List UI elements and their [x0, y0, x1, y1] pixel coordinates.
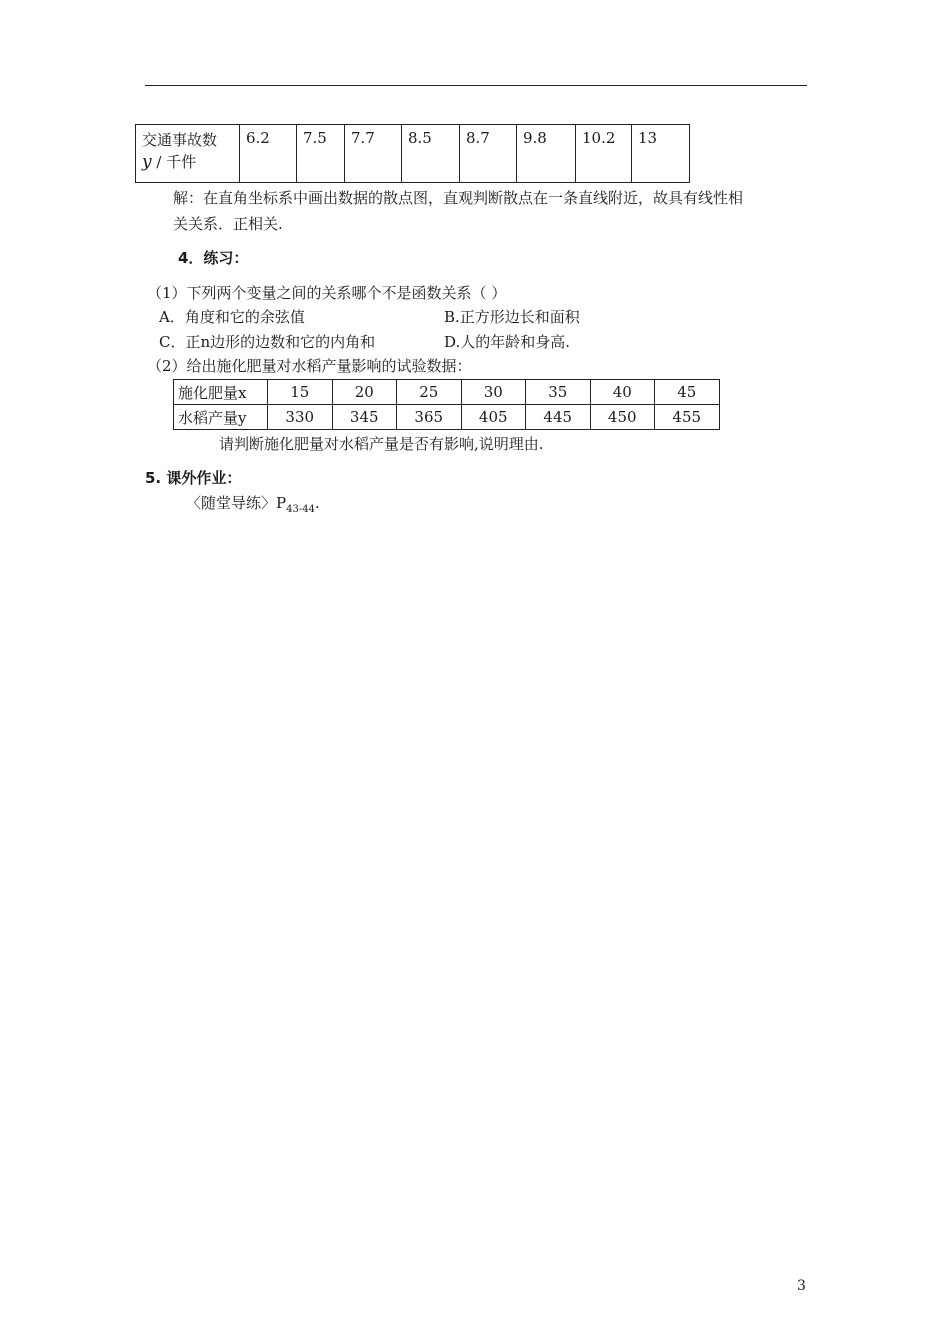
homework-text	[186, 492, 320, 521]
section-4-title: 4．练习：	[178, 249, 249, 267]
table-row	[174, 405, 720, 430]
data-cell: 20	[332, 380, 397, 405]
data-cell: 40	[590, 380, 655, 405]
header-rule	[145, 85, 807, 86]
homework-main: 〈随堂导练〉P	[186, 494, 287, 512]
data-cell: 45	[655, 380, 720, 405]
data-cell: 7.7	[345, 125, 402, 183]
fertilizer-data-table	[173, 379, 720, 430]
question-2-stem: （2）给出施化肥量对水稻产量影响的试验数据：	[147, 357, 472, 375]
data-cell: 13	[632, 125, 690, 183]
data-cell: 8.7	[460, 125, 517, 183]
question-1-stem: （1）下列两个变量之间的关系哪个不是函数关系（ ）	[147, 284, 507, 302]
data-cell: 6.2	[240, 125, 297, 183]
data-cell: 445	[526, 405, 591, 430]
option-c: C．正n边形的边数和它的内角和	[159, 333, 376, 351]
homework-end: .	[314, 494, 320, 512]
data-cell: 9.8	[517, 125, 576, 183]
solution-line-2: 关关系．正相关.	[173, 215, 283, 233]
option-d-text: D.人的年龄和身高	[444, 333, 566, 351]
data-cell: 15	[268, 380, 333, 405]
data-cell: 405	[461, 405, 526, 430]
row-label: 水稻产量y	[174, 405, 268, 430]
data-cell: 7.5	[297, 125, 345, 183]
option-b: B.正方形边长和面积	[444, 308, 580, 326]
option-a: A．角度和它的余弦值	[159, 308, 305, 326]
data-cell: 450	[590, 405, 655, 430]
option-d	[444, 331, 570, 353]
page-number: 3	[797, 1278, 806, 1294]
table-row	[136, 125, 690, 183]
question-2-prompt: 请判断施化肥量对水稻产量是否有影响,说明理由.	[219, 435, 544, 453]
data-cell: 330	[268, 405, 333, 430]
row-label-text: 交通事故数	[142, 131, 218, 149]
data-cell: 10.2	[576, 125, 632, 183]
data-cell: 30	[461, 380, 526, 405]
table-row	[174, 380, 720, 405]
data-cell: 35	[526, 380, 591, 405]
mark-dot: .	[565, 333, 571, 351]
homework-pages: 43-44	[286, 504, 315, 515]
data-cell: 365	[397, 405, 462, 430]
accident-data-table	[135, 124, 690, 183]
solution-line-1: 解：在直角坐标系中画出数据的散点图，直观判断散点在一条直线附近，故具有线性相	[173, 189, 744, 207]
data-cell: 455	[655, 405, 720, 430]
unit-label: / 千件	[151, 153, 197, 171]
row-label: 施化肥量x	[174, 380, 268, 405]
data-cell: 345	[332, 405, 397, 430]
y-variable: y	[142, 152, 152, 172]
data-cell: 8.5	[402, 125, 460, 183]
section-5-title: 5. 课外作业：	[145, 469, 242, 487]
data-cell: 25	[397, 380, 462, 405]
row-label-cell	[136, 125, 240, 183]
